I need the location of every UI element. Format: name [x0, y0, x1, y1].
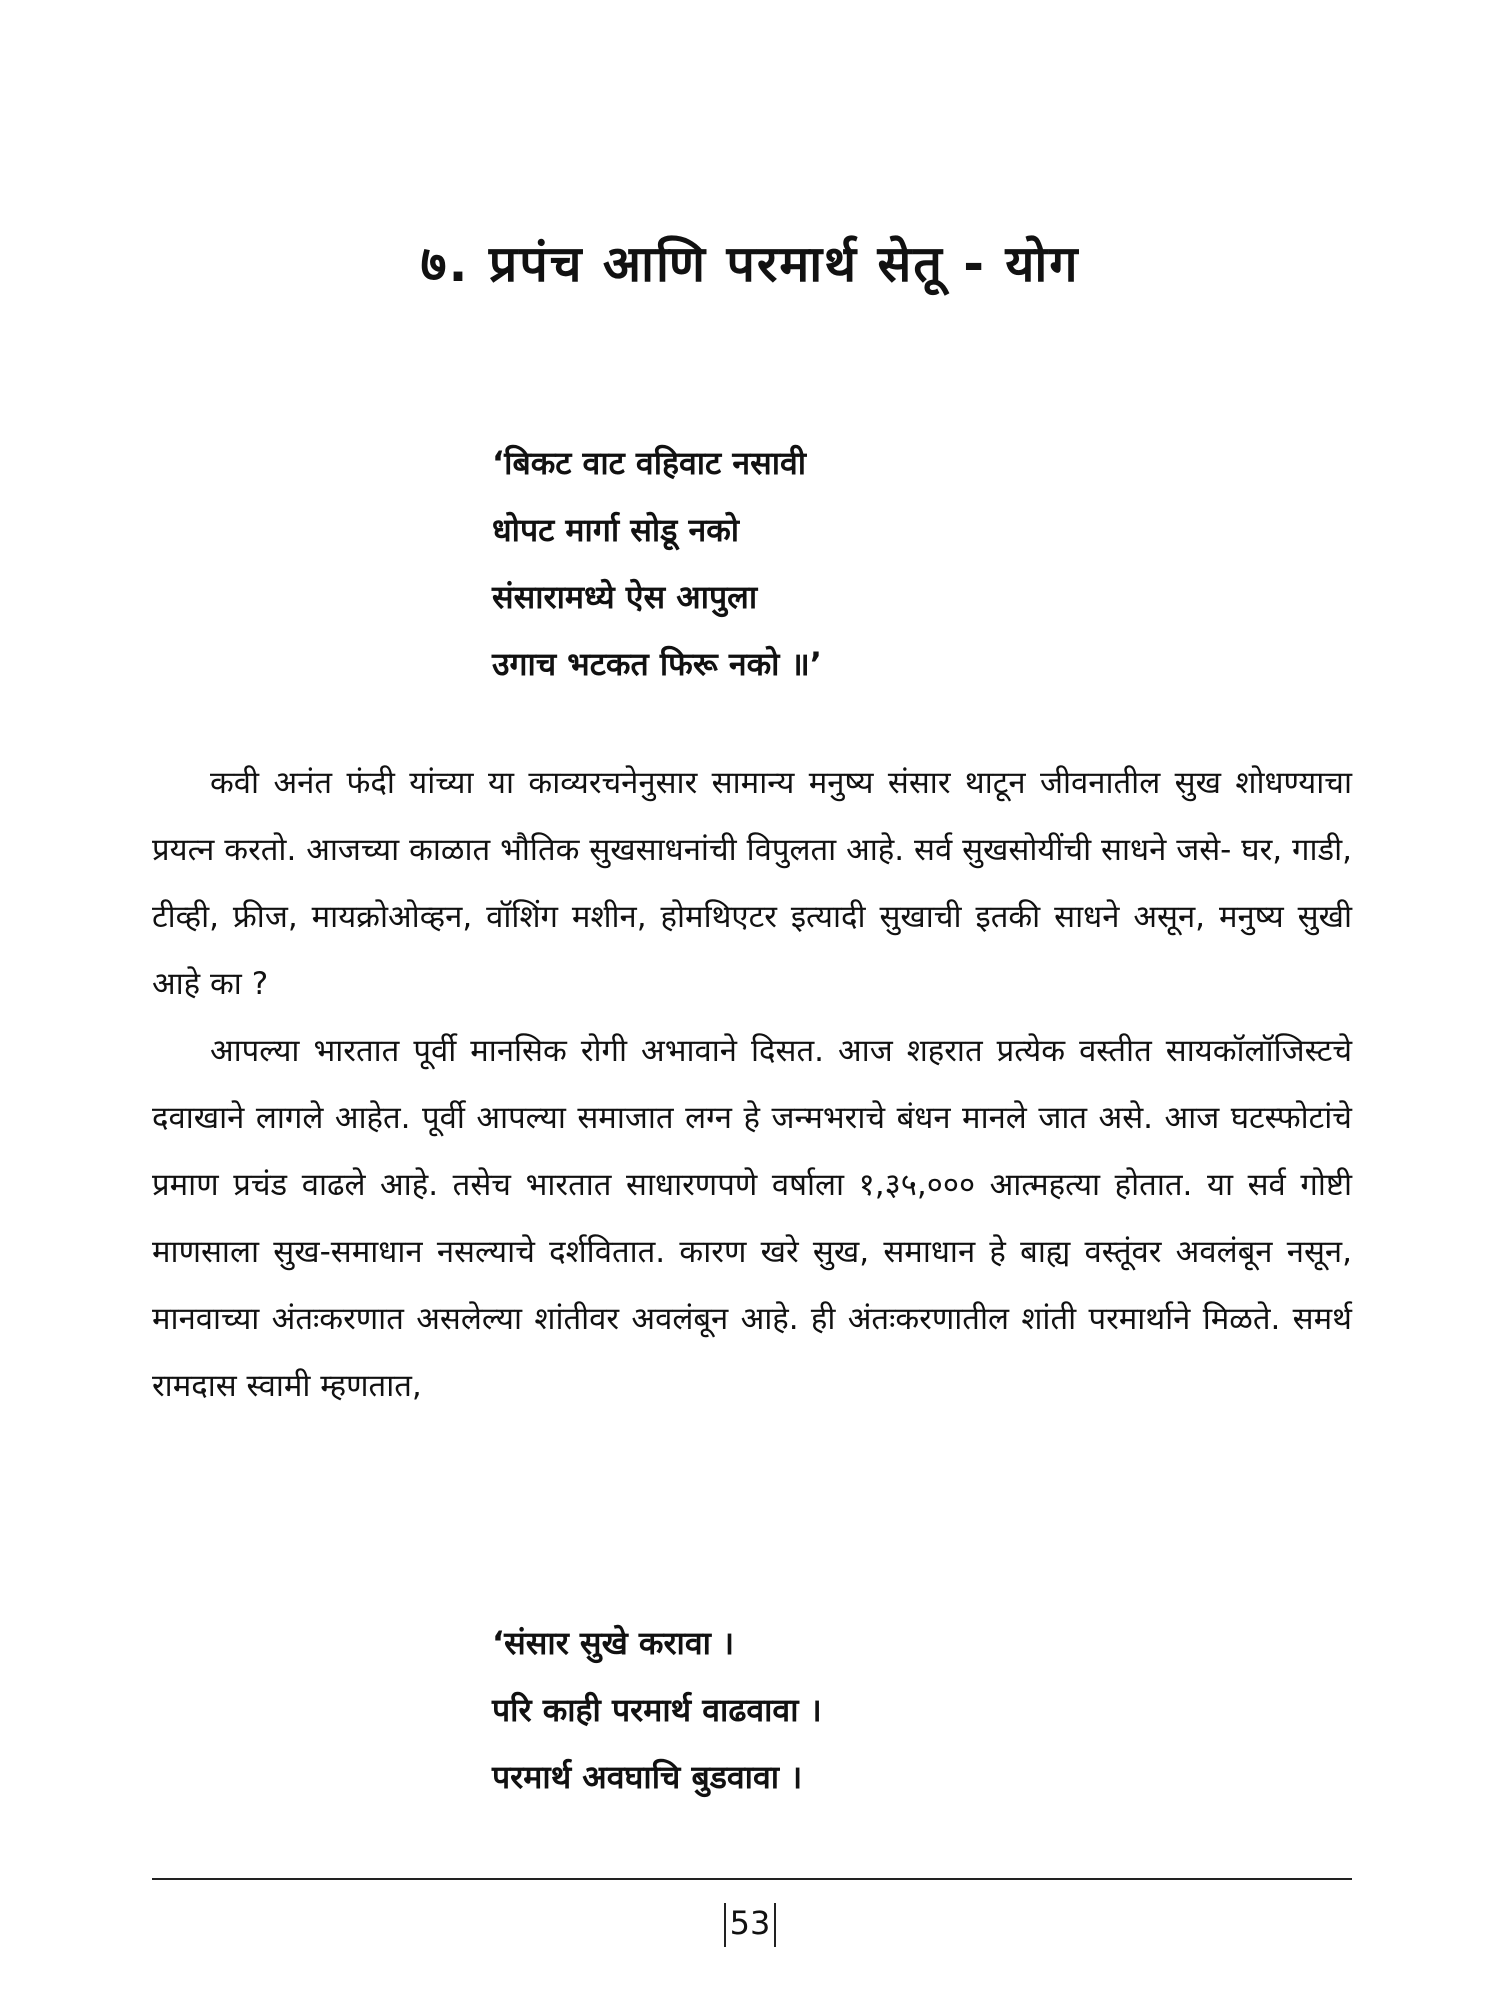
chapter-title: ७. प्रपंच आणि परमार्थ सेतू - योग: [420, 235, 1080, 293]
verse-line: उगाच भटकत फिरू नको ॥’: [492, 645, 822, 683]
verse-line: परि काही परमार्थ वाढवावा ।: [492, 1691, 822, 1729]
body-text: [152, 750, 1352, 1420]
verse-line: संसारामध्ये ऐस आपुला: [492, 578, 758, 616]
body-paragraph: कवी अनंत फंदी यांच्या या काव्यरचनेनुसार सामान्य मनुष्य संसार थाटून जीवनातील सुख शोधण्याचा प्रयत्न करतो. आजच्या काळात भौतिक सुखसाधनांची विपुलता आहे. सर्व सुखसोयींची साधने जसे- घर, गाडी, टीव्ही, फ्रीज, मायक्रोओव्हन, वॉशिंग मशीन, होमथिएटर इत्यादी सुखाची इतकी साधने असून, मनुष्य सुखी आहे का ?: [152, 765, 1352, 1002]
verse-line: धोपट मार्गा सोडू नको: [492, 511, 740, 549]
page-number: [0, 1898, 1500, 1948]
body-paragraph: आपल्या भारतात पूर्वी मानसिक रोगी अभावाने दिसत. आज शहरात प्रत्येक वस्तीत सायकॉलॉजिस्टचे दवाखाने लागले आहेत. पूर्वी आपल्या समाजात लग्न हे जन्मभराचे बंधन मानले जात असे. आज घटस्फोटांचे प्रमाण प्रचंड वाढले आहे. तसेच भारतात साधारणपणे वर्षाला १,३५,००० आत्महत्या होतात. या सर्व गोष्टी माणसाला सुख-समाधान नसल्याचे दर्शवितात. कारण खरे सुख, समाधान हे बाह्य वस्तूंवर अवलंबून नसून, मानवाच्या अंतःकरणात असलेल्या शांतीवर अवलंबून आहे. ही अंतःकरणातील शांती परमार्थाने मिळते. समर्थ रामदास स्वामी म्हणतात,: [152, 1033, 1352, 1404]
verse-line: परमार्थ अवघाचि बुडवावा ।: [492, 1758, 803, 1796]
opening-verse: [492, 430, 822, 698]
verse-line: ‘संसार सुखे करावा ।: [492, 1624, 735, 1662]
page-number-bar-left: [724, 1903, 726, 1947]
page-number-value: 53: [729, 1904, 771, 1942]
footer-divider: [152, 1878, 1352, 1880]
page-number-bar-right: [774, 1903, 776, 1947]
verse-line: ‘बिकट वाट वहिवाट नसावी: [492, 444, 807, 482]
closing-verse: [492, 1610, 822, 1811]
